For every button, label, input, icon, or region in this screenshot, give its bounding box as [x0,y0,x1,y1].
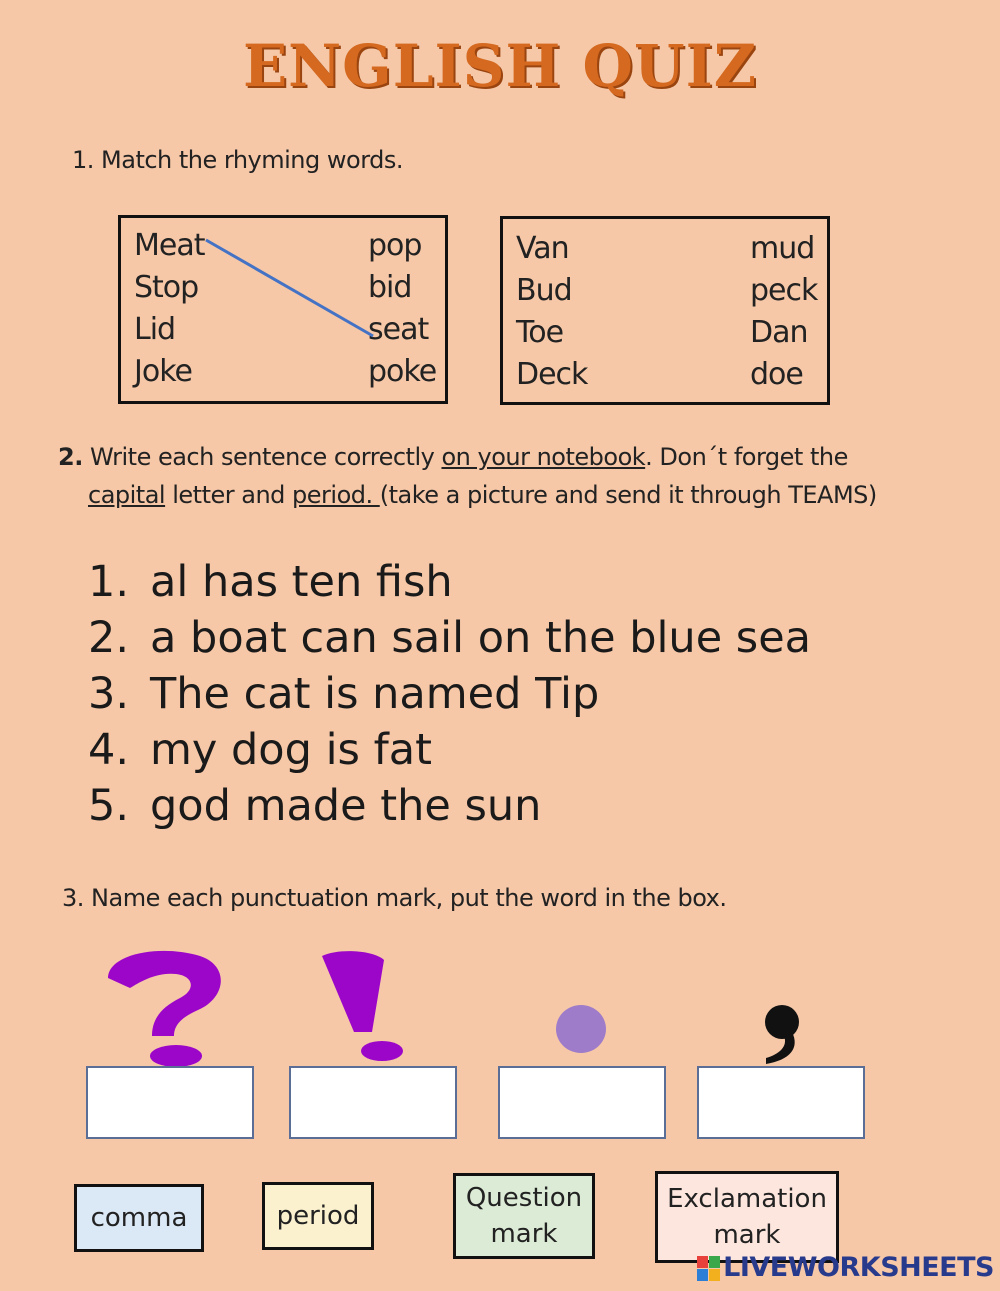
page-title: ENGLISH QUIZ [242,32,758,100]
match-word-left[interactable]: Bud [516,273,572,308]
match-word-right[interactable]: mud [750,231,815,266]
exclamation-mark-icon [318,948,408,1066]
sentence-item [88,781,541,831]
question-2-number: 2. [58,443,83,471]
match-word-left[interactable]: Meat [134,228,205,263]
sentence-item [88,613,811,663]
match-word-left[interactable]: Stop [134,270,199,305]
sentence-item [88,669,599,719]
sentence-text: my dog is fat [150,725,432,775]
question-3-instruction: 3. Name each punctuation mark, put the word in the box. [62,884,727,912]
word-tile-comma[interactable] [74,1184,204,1252]
tile-label: Exclamation [667,1184,827,1214]
sentence-text: The cat is named Tip [150,669,600,719]
sentence-number: 2. [88,613,130,663]
match-word-right[interactable]: poke [368,354,437,389]
sentence-number: 1. [88,557,130,607]
match-word-left[interactable]: Van [516,231,569,266]
sentence-text: a boat can sail on the blue sea [150,613,812,663]
sentence-text: god made the sun [150,781,542,831]
match-word-right[interactable]: bid [368,270,412,305]
liveworksheets-logo-icon [697,1256,721,1282]
match-box-2 [500,216,830,405]
match-word-left[interactable]: Joke [134,354,192,389]
period-dot-icon [554,1004,608,1054]
question-1-instruction: 1. Match the rhyming words. [72,146,404,174]
match-word-left[interactable]: Deck [516,357,588,392]
tile-label: mark [490,1219,558,1249]
tile-label: comma [90,1203,188,1233]
sentence-text: al has ten fish [150,557,453,607]
answer-box-4[interactable] [697,1066,865,1139]
comma-icon [760,1000,810,1066]
tile-label: mark [713,1220,781,1250]
match-word-right[interactable]: doe [750,357,803,392]
word-tile-question-mark[interactable] [453,1173,595,1259]
question-mark-icon [100,948,230,1070]
tile-label: period [276,1201,360,1231]
match-word-right[interactable]: seat [368,312,429,347]
match-word-right[interactable]: Dan [750,315,808,350]
sentence-number: 4. [88,725,130,775]
sentence-number: 5. [88,781,130,831]
question-2-instruction-line-1 [58,443,848,471]
match-word-right[interactable]: pop [368,228,422,263]
match-box-1 [118,215,448,404]
instruction-underlined: on your notebook [441,443,646,471]
instruction-underlined: capital [88,481,166,509]
match-word-left[interactable]: Lid [134,312,176,347]
match-line [121,218,445,401]
instruction-underlined: period. [292,481,380,509]
sentence-item [88,725,432,775]
instruction-text: (take a picture and send it through TEAMS) [379,481,877,509]
brand-watermark: LIVEWORKSHEETS [723,1252,994,1283]
instruction-text: Write each sentence correctly [89,443,442,471]
word-tile-period[interactable] [262,1182,374,1250]
sentence-number: 3. [88,669,130,719]
word-tile-exclamation-mark[interactable] [655,1171,839,1263]
question-2-instruction-line-2 [88,481,877,509]
answer-box-2[interactable] [289,1066,457,1139]
tile-label: Question [465,1183,583,1213]
match-word-left[interactable]: Toe [516,315,564,350]
match-word-right[interactable]: peck [750,273,818,308]
instruction-text: letter and [165,481,293,509]
answer-box-3[interactable] [498,1066,666,1139]
instruction-text: . Don´t forget the [645,443,848,471]
sentence-item [88,557,453,607]
answer-box-1[interactable] [86,1066,254,1139]
